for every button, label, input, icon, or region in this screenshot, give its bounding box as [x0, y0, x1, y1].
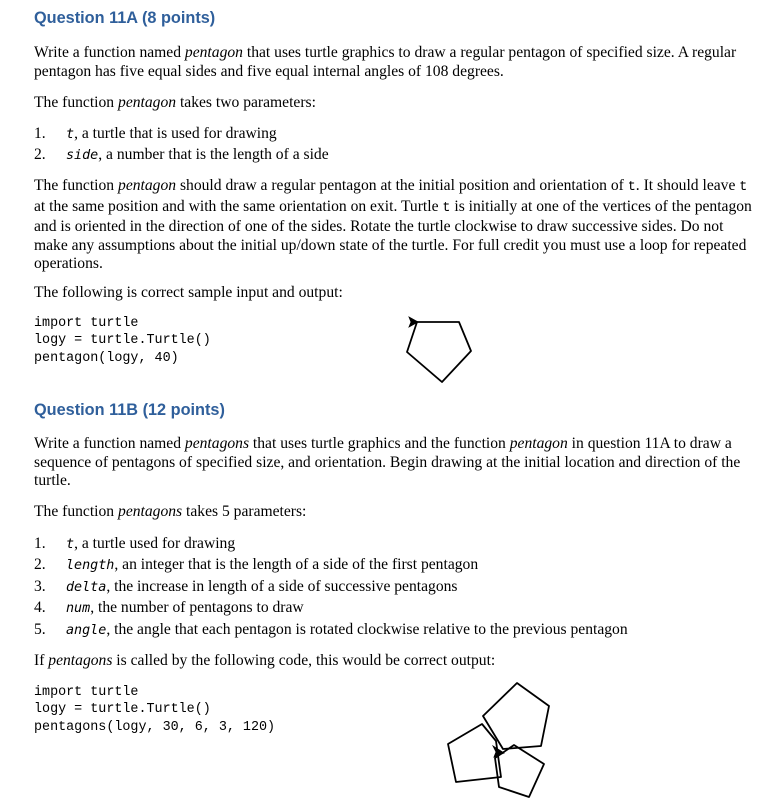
code-line: pentagons(logy, 30, 6, 3, 120) [34, 719, 276, 735]
code-line: logy = turtle.Turtle() [34, 702, 211, 718]
list-item: 1. t, a turtle that is used for drawing [34, 125, 277, 142]
q11b-params-intro: The function pentagons takes 5 parameters: [34, 503, 307, 520]
q11b-call-label: If pentagons is called by the following code, this would be correct output: [34, 652, 496, 669]
code-line: logy = turtle.Turtle() [34, 333, 211, 349]
list-item: 3. delta, the increase in length of a side of successive pentagons [34, 577, 458, 595]
code-line: import turtle [34, 316, 139, 331]
q11a-sample-label: The following is correct sample input and output: [34, 284, 343, 301]
q11b-param-list [34, 535, 628, 642]
code-line: import turtle [34, 685, 139, 700]
pentagon-output-figure [400, 312, 480, 384]
q11a-params-intro: The function pentagon takes two parameters: [34, 94, 316, 111]
q11b-intro: Write a function named pentagons that uses turtle graphics and the function pentagon in question 11A to draw a sequence of pentagons of specified size, and orientation. Begin drawing at the initial location and direction of the turtle. [34, 435, 741, 490]
code-line: pentagon(logy, 40) [34, 350, 179, 366]
question-11a-title: Question 11A (8 points) [34, 9, 216, 27]
q11a-description: The function pentagon should draw a regular pentagon at the initial position and orientation of t. It should leave t at the same position and with the same orientation on exit. Turtle t is initially at one of the vertices of the pentagon and is oriented in the direction of one of the sides. Rotate the turtle clockwise to draw successive sides. Do not make any assumptions about the initial up/down state of the turtle. For full credit you must use a loop for repeated operations. [34, 177, 752, 273]
q11a-intro: Write a function named pentagon that uses turtle graphics to draw a regular pentagon of specified size. A regular pentagon has five equal sides and five equal internal angles of 108 degrees. [34, 44, 737, 80]
list-item: 1. t, a turtle used for drawing [34, 535, 236, 552]
question-11b-title: Question 11B (12 points) [34, 401, 225, 419]
list-item: 4. num, the number of pentagons to draw [34, 599, 304, 617]
q11b-code-block [34, 684, 275, 736]
list-item: 2. side, a number that is the length of a side [34, 146, 329, 164]
q11a-code-block [34, 315, 211, 367]
list-item: 5. angle, the angle that each pentagon is rotated clockwise relative to the previous pentagon [34, 620, 628, 638]
list-item: 2. length, an integer that is the length of a side of the first pentagon [34, 556, 479, 574]
pentagons-output-figure [440, 675, 560, 801]
q11a-param-list [34, 125, 329, 168]
